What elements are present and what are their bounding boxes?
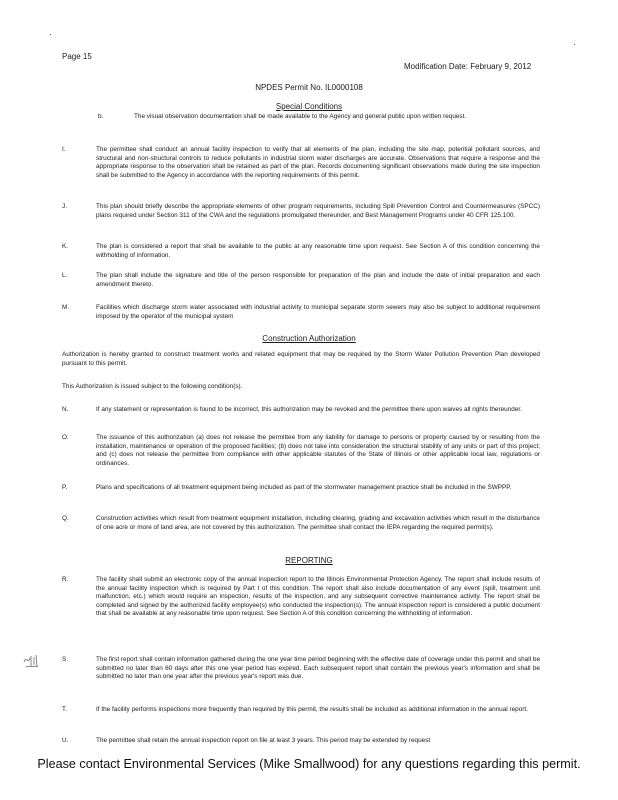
item-letter: R. bbox=[62, 576, 69, 583]
item-letter: J. bbox=[62, 203, 67, 210]
item-letter: Q. bbox=[62, 515, 69, 522]
item-text: The plan is considered a report that shall be available to the public at any reasonable time upon request. See Section A of this condition concerning the withholding of information. bbox=[96, 243, 540, 259]
item-text: The facility shall submit an electronic copy of the annual inspection report to the Illinois Environmental Protection Agency. The report shall include results of the annual facility inspection which is required by Part I of this condition. The report shall also include documentation of any event (spill, treatment unit malfunction, etc.) which would require an inspection, results of the inspection, and any subsequent corrective maintenance activity. The report shall be completed and signed by the authorized facility employee(s) who conducted the inspection(s). The annual inspection report is considered a public document that shall be available at any reasonable time upon request. See Section A of this condition concerning the withholding of information. bbox=[96, 576, 540, 617]
construction-intro: Authorization is hereby granted to construct treatment works and related equipment that may be required by the Storm Water Pollution Prevention Plan developed pursuant to this permit. bbox=[62, 351, 540, 367]
handwritten-margin-mark bbox=[22, 650, 42, 670]
item-text: If the facility performs inspections more frequently than required by this permit, the results shall be included as additional information in the annual report. bbox=[96, 706, 528, 713]
reporting-heading: REPORTING bbox=[285, 556, 333, 565]
item-letter: P. bbox=[62, 484, 68, 491]
item-text: Plans and specifications of all treatment equipment being included as part of the stormwater management practice shall be included in the SWPPP. bbox=[96, 484, 512, 491]
item-letter: M. bbox=[62, 304, 70, 311]
item-letter: I. bbox=[62, 146, 66, 153]
item-text: The first report shall contain information gathered during the one year time period beginning with the effective date of coverage under this permit and shall be submitted no later than 60 days after this one year period has expired. Each subsequent report shall contain the previous year's information and shall be submitted no later than one year after the previous year's report was due. bbox=[96, 656, 540, 680]
footer-contact-note: Please contact Environmental Services (Mike Smallwood) for any questions regarding this permit. bbox=[37, 757, 581, 771]
item-letter: N. bbox=[62, 406, 69, 413]
item-letter: b. bbox=[98, 113, 104, 120]
item-letter: O. bbox=[62, 434, 69, 441]
item-letter: S. bbox=[62, 656, 69, 663]
item-text: The plan shall include the signature and title of the person responsible for preparation of the plan and include the date of initial preparation and each amendment thereto. bbox=[96, 272, 540, 288]
item-text: The permittee shall retain the annual inspection report on file at least 3 years. This period may be extended by request bbox=[96, 737, 431, 744]
item-text: If any statement or representation is found to be incorrect, this authorization may be revoked and the permittee there upon waives all rights thereunder. bbox=[96, 406, 522, 413]
modification-date: Modification Date: February 9, 2012 bbox=[404, 62, 532, 71]
permit-title: NPDES Permit No. IL0000108 bbox=[255, 83, 363, 92]
construction-subject: This Authorization is issued subject to the following condition(s). bbox=[62, 383, 243, 390]
corner-mark bbox=[574, 44, 575, 45]
item-text: The permittee shall conduct an annual facility inspection to verify that all elements of the plan, including the site map, potential pollutant sources, and structural and non-structural controls to reduce pollutants in industrial storm water discharges are accurate. Observations that require a response and the appropriate response to the observation shall be retained as part of the plan. Records documenting significant observations made during the site inspection shall be submitted to the Agency in accordance with the reporting requirements of this permit. bbox=[96, 146, 540, 179]
construction-authorization-heading: Construction Authorization bbox=[262, 334, 356, 343]
item-text: Facilities which discharge storm water associated with industrial activity to municipal separate storm sewers may also be subject to additional requirement imposed by the operator of the municipal system bbox=[96, 304, 540, 320]
item-letter: L. bbox=[62, 272, 68, 279]
item-text: Construction activities which result from treatment equipment installation, including clearing, grading and excavation activities which result in the disturbance of one acre or more of land area, are not covered by this authorization. The permittee shall contact the IEPA regarding the required permit(s). bbox=[96, 515, 540, 531]
item-letter: U. bbox=[62, 737, 69, 744]
item-text: This plan should briefly describe the appropriate elements of other program requirements, including Spill Prevention Control and Countermeasures (SPCC) plans required under Section 311 of the CWA and the regulations promulgated thereunder, and Best Management Programs under 40 CFR 125.100. bbox=[96, 203, 540, 219]
item-text: The visual observation documentation shall be made available to the Agency and general public upon written request. bbox=[134, 113, 467, 120]
special-conditions-heading: Special Conditions bbox=[275, 102, 343, 111]
page-number: Page 15 bbox=[62, 52, 92, 61]
corner-mark bbox=[50, 34, 51, 35]
item-letter: T. bbox=[62, 706, 67, 713]
item-letter: K. bbox=[62, 243, 69, 250]
item-text: The issuance of this authorization (a) does not release the permittee from any liability for damage to persons or property caused by or resulting from the installation, maintenance or operation of the proposed facilities; (b) does not take into consideration the structural stability of any units or part of this project; and (c) does not release the permittee from compliance with other applicable statutes of the State of Illinois or other applicable local law, regulations or ordinances. bbox=[96, 434, 540, 467]
